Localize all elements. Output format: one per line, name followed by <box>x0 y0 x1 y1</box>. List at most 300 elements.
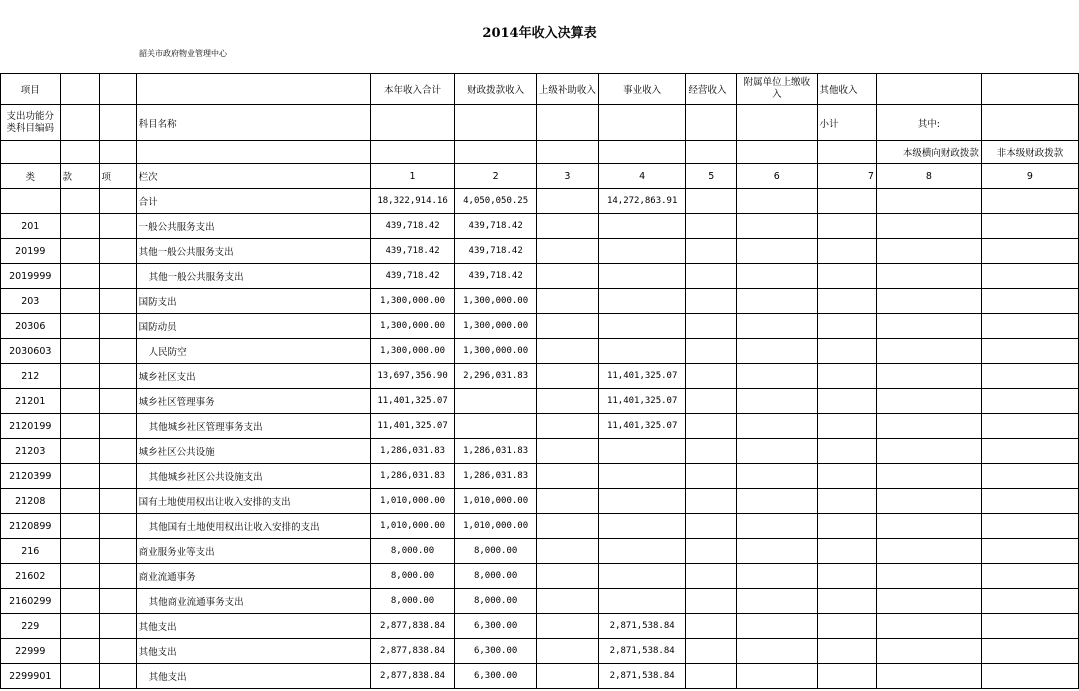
row-code: 2160299 <box>1 589 61 614</box>
header-lei: 类 <box>1 164 61 189</box>
row-other-income <box>817 189 876 214</box>
row-xiang <box>99 289 136 314</box>
row-superior-subsidy <box>536 564 598 589</box>
row-affiliate-income <box>737 289 817 314</box>
row-xiang <box>99 439 136 464</box>
header-business-income: 事业收入 <box>598 74 686 105</box>
row-subject-name: 合计 <box>136 189 370 214</box>
header-among: 其中: <box>876 105 981 141</box>
row-code: 21201 <box>1 389 61 414</box>
row-code: 212 <box>1 364 61 389</box>
row-fiscal-appropriation: 1,286,031.83 <box>455 464 537 489</box>
row-subject-name: 其他城乡社区公共设施支出 <box>136 464 370 489</box>
row-operating-income <box>686 514 737 539</box>
row-subject-name: 其他支出 <box>136 664 370 689</box>
row-total-income: 2,877,838.84 <box>370 614 455 639</box>
header-function-code: 支出功能分类科目编码 <box>1 105 61 141</box>
table-row <box>1 539 1079 564</box>
header-total-income: 本年收入合计 <box>370 74 455 105</box>
row-superior-subsidy <box>536 289 598 314</box>
row-code: 2120899 <box>1 514 61 539</box>
row-subject-name: 商业流通事务 <box>136 564 370 589</box>
row-total-income: 11,401,325.07 <box>370 389 455 414</box>
header-same-level-fiscal: 本级横向财政拨款 <box>876 141 981 164</box>
row-total-income: 1,300,000.00 <box>370 289 455 314</box>
row-kuan <box>60 514 99 539</box>
table-row <box>1 289 1079 314</box>
header-item: 项目 <box>1 74 61 105</box>
row-non-same-level <box>981 564 1078 589</box>
row-total-income: 439,718.42 <box>370 239 455 264</box>
row-fiscal-appropriation: 8,000.00 <box>455 539 537 564</box>
row-total-income: 439,718.42 <box>370 214 455 239</box>
row-same-level <box>876 539 981 564</box>
row-operating-income <box>686 289 737 314</box>
row-operating-income <box>686 414 737 439</box>
row-superior-subsidy <box>536 389 598 414</box>
table-row <box>1 639 1079 664</box>
row-affiliate-income <box>737 264 817 289</box>
row-kuan <box>60 614 99 639</box>
row-xiang <box>99 314 136 339</box>
row-business-income <box>598 239 686 264</box>
row-non-same-level <box>981 314 1078 339</box>
row-same-level <box>876 339 981 364</box>
col-number: 9 <box>981 164 1078 189</box>
row-fiscal-appropriation: 1,286,031.83 <box>455 439 537 464</box>
row-other-income <box>817 664 876 689</box>
col-number: 2 <box>455 164 537 189</box>
row-fiscal-appropriation: 8,000.00 <box>455 564 537 589</box>
row-superior-subsidy <box>536 614 598 639</box>
row-subject-name: 城乡社区管理事务 <box>136 389 370 414</box>
row-code: 21208 <box>1 489 61 514</box>
row-non-same-level <box>981 189 1078 214</box>
row-affiliate-income <box>737 489 817 514</box>
row-non-same-level <box>981 514 1078 539</box>
row-affiliate-income <box>737 389 817 414</box>
row-non-same-level <box>981 664 1078 689</box>
row-same-level <box>876 289 981 314</box>
row-subject-name: 其他支出 <box>136 614 370 639</box>
row-kuan <box>60 314 99 339</box>
row-other-income <box>817 564 876 589</box>
header-row-2 <box>1 105 1079 141</box>
row-same-level <box>876 464 981 489</box>
row-superior-subsidy <box>536 339 598 364</box>
row-affiliate-income <box>737 639 817 664</box>
row-other-income <box>817 339 876 364</box>
row-same-level <box>876 189 981 214</box>
row-xiang <box>99 389 136 414</box>
table-row <box>1 214 1079 239</box>
table-row <box>1 589 1079 614</box>
row-superior-subsidy <box>536 664 598 689</box>
row-business-income <box>598 464 686 489</box>
row-affiliate-income <box>737 589 817 614</box>
row-business-income <box>598 514 686 539</box>
header-operating-income: 经营收入 <box>686 74 737 105</box>
row-other-income <box>817 589 876 614</box>
row-xiang <box>99 464 136 489</box>
row-fiscal-appropriation: 6,300.00 <box>455 614 537 639</box>
row-same-level <box>876 214 981 239</box>
row-code: 201 <box>1 214 61 239</box>
row-affiliate-income <box>737 539 817 564</box>
table-row <box>1 414 1079 439</box>
table-row <box>1 364 1079 389</box>
col-number: 1 <box>370 164 455 189</box>
header-subtotal: 小计 <box>817 105 876 141</box>
row-superior-subsidy <box>536 639 598 664</box>
header-lanci: 栏次 <box>136 164 370 189</box>
row-kuan <box>60 389 99 414</box>
row-non-same-level <box>981 464 1078 489</box>
row-non-same-level <box>981 639 1078 664</box>
report-title: 2014年收入决算表 <box>482 26 597 41</box>
row-affiliate-income <box>737 339 817 364</box>
row-affiliate-income <box>737 564 817 589</box>
table-row <box>1 389 1079 414</box>
row-subject-name: 城乡社区公共设施 <box>136 439 370 464</box>
row-affiliate-income <box>737 614 817 639</box>
row-fiscal-appropriation: 2,296,031.83 <box>455 364 537 389</box>
row-other-income <box>817 514 876 539</box>
row-subject-name: 国防动员 <box>136 314 370 339</box>
row-code: 2120199 <box>1 414 61 439</box>
row-business-income <box>598 539 686 564</box>
header-non-same-level-fiscal: 非本级财政拨款 <box>981 141 1078 164</box>
row-business-income <box>598 289 686 314</box>
row-non-same-level <box>981 539 1078 564</box>
row-total-income: 1,286,031.83 <box>370 464 455 489</box>
header-xiang: 项 <box>99 164 136 189</box>
row-xiang <box>99 564 136 589</box>
table-row <box>1 664 1079 689</box>
header-affiliate-income: 附属单位上缴收入 <box>737 74 817 105</box>
row-business-income: 11,401,325.07 <box>598 389 686 414</box>
row-xiang <box>99 589 136 614</box>
row-kuan <box>60 364 99 389</box>
row-affiliate-income <box>737 664 817 689</box>
table-row <box>1 464 1079 489</box>
row-other-income <box>817 614 876 639</box>
row-code: 2120399 <box>1 464 61 489</box>
table-row <box>1 239 1079 264</box>
col-number: 6 <box>737 164 817 189</box>
row-same-level <box>876 639 981 664</box>
row-kuan <box>60 439 99 464</box>
table-row <box>1 189 1079 214</box>
row-fiscal-appropriation: 439,718.42 <box>455 214 537 239</box>
header-subject-name: 科目名称 <box>136 105 370 141</box>
row-business-income: 14,272,863.91 <box>598 189 686 214</box>
row-business-income: 11,401,325.07 <box>598 364 686 389</box>
table-row <box>1 564 1079 589</box>
row-business-income <box>598 339 686 364</box>
row-non-same-level <box>981 239 1078 264</box>
row-superior-subsidy <box>536 464 598 489</box>
row-code: 216 <box>1 539 61 564</box>
row-affiliate-income <box>737 239 817 264</box>
row-kuan <box>60 239 99 264</box>
row-operating-income <box>686 539 737 564</box>
header-row-3 <box>1 141 1079 164</box>
row-non-same-level <box>981 214 1078 239</box>
row-operating-income <box>686 314 737 339</box>
row-kuan <box>60 264 99 289</box>
col-number: 4 <box>598 164 686 189</box>
header-superior-subsidy: 上级补助收入 <box>536 74 598 105</box>
row-xiang <box>99 339 136 364</box>
row-other-income <box>817 364 876 389</box>
row-business-income <box>598 489 686 514</box>
row-fiscal-appropriation <box>455 389 537 414</box>
row-fiscal-appropriation: 6,300.00 <box>455 664 537 689</box>
row-other-income <box>817 214 876 239</box>
row-xiang <box>99 214 136 239</box>
row-kuan <box>60 189 99 214</box>
table-row <box>1 264 1079 289</box>
row-business-income <box>598 439 686 464</box>
row-business-income <box>598 314 686 339</box>
row-subject-name: 商业服务业等支出 <box>136 539 370 564</box>
header-fiscal-appropriation: 财政拨款收入 <box>455 74 537 105</box>
row-total-income: 18,322,914.16 <box>370 189 455 214</box>
row-business-income <box>598 564 686 589</box>
row-kuan <box>60 414 99 439</box>
row-total-income: 13,697,356.90 <box>370 364 455 389</box>
header-kuan: 款 <box>60 164 99 189</box>
row-non-same-level <box>981 339 1078 364</box>
row-code: 2019999 <box>1 264 61 289</box>
row-code: 22999 <box>1 639 61 664</box>
row-xiang <box>99 514 136 539</box>
row-code: 229 <box>1 614 61 639</box>
row-kuan <box>60 564 99 589</box>
row-same-level <box>876 239 981 264</box>
row-code <box>1 189 61 214</box>
row-fiscal-appropriation: 1,300,000.00 <box>455 339 537 364</box>
row-subject-name: 城乡社区支出 <box>136 364 370 389</box>
row-same-level <box>876 489 981 514</box>
organization-name: 韶关市政府物业管理中心 <box>139 49 227 58</box>
row-same-level <box>876 664 981 689</box>
row-xiang <box>99 639 136 664</box>
row-code: 2030603 <box>1 339 61 364</box>
row-operating-income <box>686 589 737 614</box>
row-kuan <box>60 289 99 314</box>
row-same-level <box>876 589 981 614</box>
row-kuan <box>60 464 99 489</box>
row-superior-subsidy <box>536 364 598 389</box>
row-same-level <box>876 564 981 589</box>
row-fiscal-appropriation: 6,300.00 <box>455 639 537 664</box>
row-affiliate-income <box>737 514 817 539</box>
row-affiliate-income <box>737 314 817 339</box>
row-total-income: 2,877,838.84 <box>370 639 455 664</box>
row-subject-name: 国有土地使用权出让收入安排的支出 <box>136 489 370 514</box>
row-total-income: 439,718.42 <box>370 264 455 289</box>
row-code: 20199 <box>1 239 61 264</box>
row-business-income: 2,871,538.84 <box>598 639 686 664</box>
row-total-income: 8,000.00 <box>370 589 455 614</box>
row-fiscal-appropriation: 1,010,000.00 <box>455 514 537 539</box>
row-other-income <box>817 264 876 289</box>
row-subject-name: 其他城乡社区管理事务支出 <box>136 414 370 439</box>
row-fiscal-appropriation: 1,010,000.00 <box>455 489 537 514</box>
row-other-income <box>817 414 876 439</box>
row-operating-income <box>686 439 737 464</box>
row-operating-income <box>686 189 737 214</box>
row-affiliate-income <box>737 364 817 389</box>
table-row <box>1 489 1079 514</box>
row-operating-income <box>686 464 737 489</box>
row-kuan <box>60 214 99 239</box>
table-row <box>1 314 1079 339</box>
row-operating-income <box>686 639 737 664</box>
row-xiang <box>99 489 136 514</box>
row-operating-income <box>686 614 737 639</box>
row-xiang <box>99 414 136 439</box>
row-total-income: 1,300,000.00 <box>370 314 455 339</box>
row-code: 21602 <box>1 564 61 589</box>
row-subject-name: 人民防空 <box>136 339 370 364</box>
row-kuan <box>60 489 99 514</box>
row-kuan <box>60 639 99 664</box>
row-superior-subsidy <box>536 414 598 439</box>
col-number: 3 <box>536 164 598 189</box>
row-operating-income <box>686 214 737 239</box>
row-other-income <box>817 639 876 664</box>
row-operating-income <box>686 339 737 364</box>
table-row <box>1 614 1079 639</box>
col-number: 7 <box>817 164 876 189</box>
row-non-same-level <box>981 439 1078 464</box>
row-superior-subsidy <box>536 314 598 339</box>
row-same-level <box>876 514 981 539</box>
row-subject-name: 其他国有土地使用权出让收入安排的支出 <box>136 514 370 539</box>
row-kuan <box>60 539 99 564</box>
row-superior-subsidy <box>536 589 598 614</box>
row-fiscal-appropriation: 8,000.00 <box>455 589 537 614</box>
row-operating-income <box>686 364 737 389</box>
row-operating-income <box>686 664 737 689</box>
row-total-income: 8,000.00 <box>370 539 455 564</box>
row-same-level <box>876 439 981 464</box>
row-fiscal-appropriation <box>455 414 537 439</box>
row-other-income <box>817 314 876 339</box>
row-xiang <box>99 664 136 689</box>
row-affiliate-income <box>737 214 817 239</box>
row-affiliate-income <box>737 439 817 464</box>
row-subject-name: 其他支出 <box>136 639 370 664</box>
row-non-same-level <box>981 289 1078 314</box>
table-row <box>1 339 1079 364</box>
row-superior-subsidy <box>536 539 598 564</box>
row-business-income <box>598 589 686 614</box>
row-non-same-level <box>981 614 1078 639</box>
row-non-same-level <box>981 364 1078 389</box>
row-fiscal-appropriation: 4,050,050.25 <box>455 189 537 214</box>
row-same-level <box>876 414 981 439</box>
row-other-income <box>817 539 876 564</box>
row-operating-income <box>686 264 737 289</box>
header-other-income: 其他收入 <box>817 74 876 105</box>
row-xiang <box>99 239 136 264</box>
row-superior-subsidy <box>536 264 598 289</box>
row-fiscal-appropriation: 1,300,000.00 <box>455 314 537 339</box>
row-code: 203 <box>1 289 61 314</box>
row-other-income <box>817 489 876 514</box>
table-row <box>1 514 1079 539</box>
row-xiang <box>99 364 136 389</box>
row-affiliate-income <box>737 189 817 214</box>
table-row <box>1 439 1079 464</box>
income-table <box>0 73 1079 689</box>
row-non-same-level <box>981 489 1078 514</box>
row-subject-name: 国防支出 <box>136 289 370 314</box>
row-fiscal-appropriation: 439,718.42 <box>455 239 537 264</box>
row-xiang <box>99 189 136 214</box>
row-business-income: 11,401,325.07 <box>598 414 686 439</box>
row-total-income: 1,010,000.00 <box>370 514 455 539</box>
row-superior-subsidy <box>536 514 598 539</box>
row-same-level <box>876 614 981 639</box>
row-fiscal-appropriation: 439,718.42 <box>455 264 537 289</box>
row-non-same-level <box>981 264 1078 289</box>
row-business-income <box>598 264 686 289</box>
row-kuan <box>60 664 99 689</box>
row-total-income: 8,000.00 <box>370 564 455 589</box>
row-non-same-level <box>981 589 1078 614</box>
row-other-income <box>817 389 876 414</box>
row-total-income: 1,010,000.00 <box>370 489 455 514</box>
row-affiliate-income <box>737 414 817 439</box>
header-row-1 <box>1 74 1079 105</box>
row-superior-subsidy <box>536 439 598 464</box>
row-same-level <box>876 264 981 289</box>
row-other-income <box>817 239 876 264</box>
row-operating-income <box>686 564 737 589</box>
row-subject-name: 其他一般公共服务支出 <box>136 264 370 289</box>
row-subject-name: 其他一般公共服务支出 <box>136 239 370 264</box>
row-other-income <box>817 464 876 489</box>
row-total-income: 1,300,000.00 <box>370 339 455 364</box>
row-kuan <box>60 339 99 364</box>
row-business-income: 2,871,538.84 <box>598 614 686 639</box>
row-code: 21203 <box>1 439 61 464</box>
row-business-income <box>598 214 686 239</box>
row-same-level <box>876 389 981 414</box>
row-total-income: 1,286,031.83 <box>370 439 455 464</box>
row-affiliate-income <box>737 464 817 489</box>
row-superior-subsidy <box>536 489 598 514</box>
row-total-income: 2,877,838.84 <box>370 664 455 689</box>
row-other-income <box>817 289 876 314</box>
col-number: 5 <box>686 164 737 189</box>
row-xiang <box>99 614 136 639</box>
header-row-4 <box>1 164 1079 189</box>
row-subject-name: 一般公共服务支出 <box>136 214 370 239</box>
row-code: 20306 <box>1 314 61 339</box>
row-fiscal-appropriation: 1,300,000.00 <box>455 289 537 314</box>
row-superior-subsidy <box>536 239 598 264</box>
row-same-level <box>876 364 981 389</box>
col-number: 8 <box>876 164 981 189</box>
row-operating-income <box>686 239 737 264</box>
row-same-level <box>876 314 981 339</box>
